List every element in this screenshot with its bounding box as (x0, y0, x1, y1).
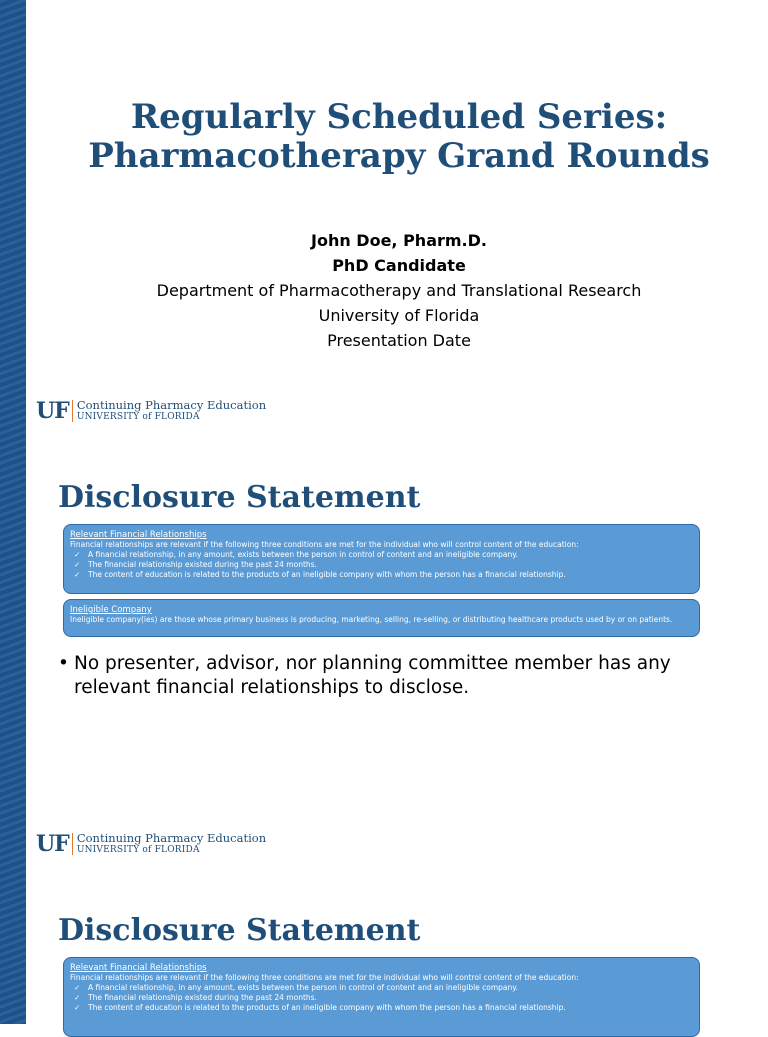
logo-line-2: UNIVERSITY of FLORIDA (76, 845, 200, 855)
title-line-2: Pharmacotherapy Grand Rounds (88, 136, 710, 176)
presenter-info (30, 228, 768, 353)
condition-item: ✓ A financial relationship, in any amount, exists between the person in control of content and an ineligible company. (70, 550, 693, 560)
logo-separator (72, 833, 73, 855)
box-text: Ineligible company(ies) are those whose primary business is producing, marketing, selling, re-selling, or distributing healthcare products used by or on patients. (70, 615, 673, 624)
logo-line-1: Continuing Pharmacy Education (76, 398, 267, 412)
box-heading: Ineligible Company (70, 605, 152, 615)
disclosure-bullet: • No presenter, advisor, nor planning committee member has any relevant financial relationships to disclose. (58, 652, 708, 700)
presentation-date: Presentation Date (327, 331, 471, 350)
disclosure-title: Disclosure Statement (58, 913, 421, 948)
relevant-financial-relationships-box (63, 957, 700, 1037)
presenter-name: John Doe, Pharm.D. (311, 231, 487, 250)
title-line-1: Regularly Scheduled Series: (130, 97, 668, 137)
condition-item: ✓ The content of education is related to the products of an ineligible company with whom the person has a financial relationship. (70, 570, 693, 580)
condition-item: ✓ The financial relationship existed during the past 24 months. (70, 560, 693, 570)
uf-cpe-logo (36, 399, 266, 423)
logo-line-2: UNIVERSITY of FLORIDA (76, 412, 200, 422)
box-intro: Financial relationships are relevant if the following three conditions are met for the individual who will control content of the education: (70, 540, 579, 549)
box-heading: Relevant Financial Relationships (70, 963, 207, 973)
box-heading: Relevant Financial Relationships (70, 530, 207, 540)
disclosure-title: Disclosure Statement (58, 480, 421, 515)
uf-cpe-logo (36, 832, 266, 856)
presenter-role: PhD Candidate (332, 256, 466, 275)
logo-text (77, 832, 266, 856)
university: University of Florida (318, 306, 480, 325)
condition-item: ✓ A financial relationship, in any amount, exists between the person in control of content and an ineligible company. (70, 983, 693, 993)
uf-logo-mark: UF (36, 831, 69, 857)
box-intro: Financial relationships are relevant if the following three conditions are met for the individual who will control content of the education: (70, 973, 579, 982)
logo-line-1: Continuing Pharmacy Education (76, 831, 267, 845)
uf-logo-mark: UF (36, 398, 69, 424)
sidebar-stripe (0, 0, 26, 1024)
logo-separator (72, 400, 73, 422)
condition-item: ✓ The financial relationship existed during the past 24 months. (70, 993, 693, 1003)
department: Department of Pharmacotherapy and Translational Research (156, 281, 642, 300)
presentation-title (30, 98, 768, 176)
logo-text (77, 399, 266, 423)
relevant-financial-relationships-box (63, 524, 700, 594)
ineligible-company-box (63, 599, 700, 637)
condition-item: ✓ The content of education is related to the products of an ineligible company with whom the person has a financial relationship. (70, 1003, 693, 1013)
